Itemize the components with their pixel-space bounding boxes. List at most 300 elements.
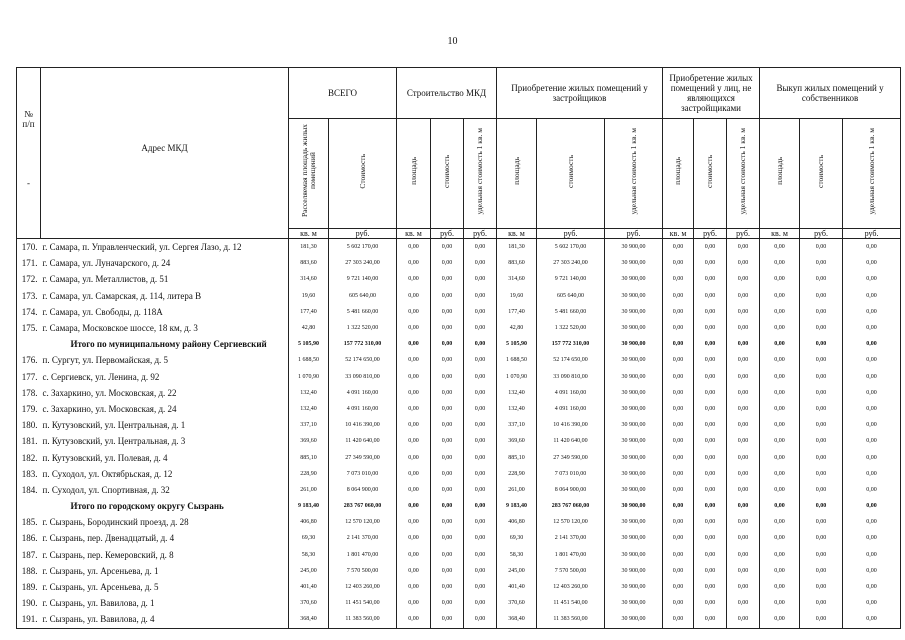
- value-cell: 0,00: [464, 255, 497, 271]
- value-cell: 0,00: [397, 482, 431, 498]
- value-cell: 0,00: [397, 255, 431, 271]
- value-cell: 0,00: [397, 466, 431, 482]
- value-cell: 0,00: [464, 433, 497, 449]
- value-cell: 0,00: [800, 271, 843, 287]
- value-cell: 177,40: [289, 304, 329, 320]
- num-header-dash: -: [27, 178, 30, 189]
- value-cell: 0,00: [843, 433, 901, 449]
- table-row: [17, 482, 901, 498]
- value-cell: 885,10: [289, 449, 329, 465]
- value-cell: 0,00: [800, 417, 843, 433]
- row-address: п. Сургут, ул. Первомайская, д. 5: [41, 352, 289, 368]
- value-cell: 30 900,00: [605, 547, 663, 563]
- row-address: г. Сызрань, ул. Вавилова, д. 1: [41, 595, 289, 611]
- total-label: Итого по муниципальному району Сергиевский: [41, 336, 289, 352]
- row-number: 184.: [17, 482, 41, 498]
- col-buyout-area: площадь: [760, 119, 800, 229]
- row-address: г. Самара, ул. Свободы, д. 118А: [41, 304, 289, 320]
- value-cell: 7 073 010,00: [329, 466, 397, 482]
- value-cell: 30 900,00: [605, 449, 663, 465]
- value-cell: 0,00: [663, 288, 694, 304]
- value-cell: 0,00: [397, 320, 431, 336]
- value-cell: 0,00: [843, 579, 901, 595]
- value-cell: 0,00: [760, 239, 800, 256]
- value-cell: 605 640,00: [537, 288, 605, 304]
- row-number: 177.: [17, 369, 41, 385]
- value-cell: 0,00: [760, 255, 800, 271]
- value-cell: 283 767 060,00: [329, 498, 397, 514]
- value-cell: 30 900,00: [605, 320, 663, 336]
- value-cell: 52 174 650,00: [537, 352, 605, 368]
- value-cell: 314,60: [497, 271, 537, 287]
- row-number: 175.: [17, 320, 41, 336]
- value-cell: 0,00: [694, 320, 727, 336]
- row-address: г. Сызрань, ул. Арсеньева, д. 5: [41, 579, 289, 595]
- row-number: [17, 498, 41, 514]
- value-cell: 0,00: [694, 595, 727, 611]
- value-cell: 0,00: [760, 563, 800, 579]
- row-number: 190.: [17, 595, 41, 611]
- value-cell: 27 349 590,00: [537, 449, 605, 465]
- value-cell: 181,30: [289, 239, 329, 256]
- value-cell: 0,00: [397, 239, 431, 256]
- value-cell: 0,00: [464, 288, 497, 304]
- value-cell: 0,00: [727, 482, 760, 498]
- value-cell: 30 900,00: [605, 385, 663, 401]
- table-row: [17, 563, 901, 579]
- value-cell: 0,00: [694, 336, 727, 352]
- table-row: [17, 255, 901, 271]
- value-cell: 369,60: [289, 433, 329, 449]
- value-cell: 401,40: [289, 579, 329, 595]
- value-cell: 5 481 660,00: [329, 304, 397, 320]
- unit-cell: руб.: [464, 229, 497, 239]
- value-cell: 0,00: [397, 433, 431, 449]
- unit-cell: руб.: [605, 229, 663, 239]
- row-address: г. Самара, п. Управленческий, ул. Сергея Лазо, д. 12: [41, 239, 289, 256]
- value-cell: 30 900,00: [605, 288, 663, 304]
- value-cell: 30 900,00: [605, 563, 663, 579]
- value-cell: 245,00: [289, 563, 329, 579]
- value-cell: 0,00: [431, 255, 464, 271]
- value-cell: 1 070,90: [289, 369, 329, 385]
- value-cell: 0,00: [760, 514, 800, 530]
- value-cell: 0,00: [843, 288, 901, 304]
- value-cell: 0,00: [727, 514, 760, 530]
- value-cell: 0,00: [727, 288, 760, 304]
- value-cell: 0,00: [694, 514, 727, 530]
- row-address: г. Самара, Московское шоссе, 18 км, д. 3: [41, 320, 289, 336]
- value-cell: 368,40: [289, 611, 329, 628]
- header-row-groups: [17, 68, 901, 119]
- value-cell: 0,00: [694, 417, 727, 433]
- value-cell: 0,00: [464, 449, 497, 465]
- value-cell: 10 416 390,00: [537, 417, 605, 433]
- row-number: 183.: [17, 466, 41, 482]
- value-cell: 30 900,00: [605, 304, 663, 320]
- value-cell: 0,00: [663, 530, 694, 546]
- row-address: п. Кутузовский, ул. Полевая, д. 4: [41, 449, 289, 465]
- value-cell: 0,00: [727, 369, 760, 385]
- row-number: 185.: [17, 514, 41, 530]
- value-cell: 30 900,00: [605, 336, 663, 352]
- col-nondeveloper-unit-cost: удельная стоимость 1 кв. м: [727, 119, 760, 229]
- value-cell: 0,00: [727, 255, 760, 271]
- row-address: с. Захаркино, ул. Московская, д. 22: [41, 385, 289, 401]
- row-number: 187.: [17, 547, 41, 563]
- row-address: г. Самара, ул. Луначарского, д. 24: [41, 255, 289, 271]
- value-cell: 0,00: [397, 595, 431, 611]
- row-number: 188.: [17, 563, 41, 579]
- value-cell: 0,00: [727, 466, 760, 482]
- table-row: [17, 320, 901, 336]
- value-cell: 0,00: [843, 595, 901, 611]
- value-cell: 9 721 140,00: [537, 271, 605, 287]
- value-cell: 0,00: [694, 239, 727, 256]
- value-cell: 0,00: [431, 579, 464, 595]
- value-cell: 0,00: [431, 401, 464, 417]
- value-cell: 0,00: [843, 320, 901, 336]
- value-cell: 0,00: [464, 514, 497, 530]
- row-number: 181.: [17, 433, 41, 449]
- value-cell: 0,00: [464, 417, 497, 433]
- unit-cell: кв. м: [663, 229, 694, 239]
- value-cell: 0,00: [760, 352, 800, 368]
- value-cell: 0,00: [694, 433, 727, 449]
- value-cell: 0,00: [843, 514, 901, 530]
- value-cell: 181,30: [497, 239, 537, 256]
- value-cell: 69,30: [289, 530, 329, 546]
- value-cell: 52 174 650,00: [329, 352, 397, 368]
- value-cell: 0,00: [843, 239, 901, 256]
- value-cell: 30 900,00: [605, 417, 663, 433]
- value-cell: 0,00: [760, 611, 800, 628]
- col-construction-unit-cost: удельная стоимость 1 кв. м: [464, 119, 497, 229]
- value-cell: 0,00: [663, 336, 694, 352]
- value-cell: 0,00: [397, 336, 431, 352]
- value-cell: 0,00: [431, 239, 464, 256]
- table-row: [17, 595, 901, 611]
- value-cell: 0,00: [694, 547, 727, 563]
- value-cell: 0,00: [800, 288, 843, 304]
- table-row: [17, 530, 901, 546]
- value-cell: 0,00: [800, 595, 843, 611]
- table-row: [17, 514, 901, 530]
- value-cell: 0,00: [800, 239, 843, 256]
- value-cell: 69,30: [497, 530, 537, 546]
- value-cell: 19,60: [289, 288, 329, 304]
- value-cell: 0,00: [464, 547, 497, 563]
- value-cell: 0,00: [694, 530, 727, 546]
- value-cell: 0,00: [431, 514, 464, 530]
- value-cell: 0,00: [464, 336, 497, 352]
- value-cell: 0,00: [431, 369, 464, 385]
- value-cell: 0,00: [464, 466, 497, 482]
- value-cell: 0,00: [760, 304, 800, 320]
- value-cell: 0,00: [727, 239, 760, 256]
- value-cell: 0,00: [727, 417, 760, 433]
- value-cell: 0,00: [800, 449, 843, 465]
- row-number: 171.: [17, 255, 41, 271]
- value-cell: 30 900,00: [605, 579, 663, 595]
- value-cell: 0,00: [663, 401, 694, 417]
- row-number: 191.: [17, 611, 41, 628]
- value-cell: 0,00: [727, 401, 760, 417]
- value-cell: 0,00: [843, 466, 901, 482]
- value-cell: 0,00: [464, 498, 497, 514]
- value-cell: 0,00: [727, 579, 760, 595]
- value-cell: 4 091 160,00: [537, 401, 605, 417]
- address-header-label: Адрес МКД: [141, 143, 188, 154]
- table-row: [17, 239, 901, 256]
- value-cell: 0,00: [464, 239, 497, 256]
- value-cell: 0,00: [843, 255, 901, 271]
- value-cell: 0,00: [800, 304, 843, 320]
- value-cell: 5 481 660,00: [537, 304, 605, 320]
- value-cell: 0,00: [727, 449, 760, 465]
- row-address: п. Суходол, ул. Спортивная, д. 32: [41, 482, 289, 498]
- value-cell: 0,00: [397, 352, 431, 368]
- table-row: [17, 547, 901, 563]
- value-cell: 30 900,00: [605, 255, 663, 271]
- housing-table: [16, 67, 901, 629]
- value-cell: 0,00: [464, 401, 497, 417]
- value-cell: 0,00: [760, 320, 800, 336]
- value-cell: 9 183,40: [497, 498, 537, 514]
- value-cell: 0,00: [431, 304, 464, 320]
- header-row-units: [17, 229, 901, 239]
- value-cell: 0,00: [663, 611, 694, 628]
- value-cell: 11 383 560,00: [537, 611, 605, 628]
- value-cell: 0,00: [663, 417, 694, 433]
- value-cell: 0,00: [843, 498, 901, 514]
- value-cell: 0,00: [397, 498, 431, 514]
- value-cell: 4 091 160,00: [329, 401, 397, 417]
- value-cell: 0,00: [464, 482, 497, 498]
- total-row: [17, 498, 901, 514]
- value-cell: 0,00: [727, 563, 760, 579]
- row-number: 178.: [17, 385, 41, 401]
- num-header: [17, 68, 41, 229]
- value-cell: 33 090 810,00: [329, 369, 397, 385]
- value-cell: 0,00: [431, 530, 464, 546]
- value-cell: 885,10: [497, 449, 537, 465]
- value-cell: 0,00: [464, 369, 497, 385]
- col-nondeveloper-area: площадь: [663, 119, 694, 229]
- table-row: [17, 271, 901, 287]
- value-cell: 0,00: [397, 530, 431, 546]
- value-cell: 1 070,90: [497, 369, 537, 385]
- value-cell: 0,00: [431, 482, 464, 498]
- value-cell: 0,00: [843, 369, 901, 385]
- value-cell: 0,00: [431, 320, 464, 336]
- value-cell: 0,00: [843, 482, 901, 498]
- value-cell: 0,00: [694, 579, 727, 595]
- value-cell: 0,00: [800, 611, 843, 628]
- value-cell: 0,00: [760, 369, 800, 385]
- value-cell: 0,00: [760, 271, 800, 287]
- value-cell: 27 349 590,00: [329, 449, 397, 465]
- table-row: [17, 417, 901, 433]
- value-cell: 0,00: [727, 611, 760, 628]
- value-cell: 58,30: [497, 547, 537, 563]
- row-address: г. Сызрань, ул. Вавилова, д. 4: [41, 611, 289, 628]
- value-cell: 0,00: [663, 466, 694, 482]
- value-cell: 30 900,00: [605, 433, 663, 449]
- value-cell: 11 451 540,00: [537, 595, 605, 611]
- value-cell: 11 451 540,00: [329, 595, 397, 611]
- value-cell: 1 688,50: [497, 352, 537, 368]
- row-address: г. Сызрань, пер. Двенадцатый, д. 4: [41, 530, 289, 546]
- value-cell: 11 420 640,00: [537, 433, 605, 449]
- table-row: [17, 369, 901, 385]
- value-cell: 8 064 900,00: [537, 482, 605, 498]
- value-cell: 883,60: [289, 255, 329, 271]
- col-developer-unit-cost: удельная стоимость 1 кв. м: [605, 119, 663, 229]
- table-row: [17, 304, 901, 320]
- value-cell: 0,00: [800, 433, 843, 449]
- row-address: г. Самара, ул. Самарская, д. 114, литера В: [41, 288, 289, 304]
- value-cell: 0,00: [397, 417, 431, 433]
- value-cell: 0,00: [464, 563, 497, 579]
- value-cell: 0,00: [843, 417, 901, 433]
- value-cell: 1 322 520,00: [329, 320, 397, 336]
- value-cell: 7 570 500,00: [329, 563, 397, 579]
- value-cell: 30 900,00: [605, 482, 663, 498]
- value-cell: 0,00: [464, 595, 497, 611]
- value-cell: 0,00: [663, 271, 694, 287]
- value-cell: 12 570 120,00: [329, 514, 397, 530]
- value-cell: 368,40: [497, 611, 537, 628]
- value-cell: 30 900,00: [605, 239, 663, 256]
- row-address: г. Самара, ул. Металлистов, д. 51: [41, 271, 289, 287]
- value-cell: 0,00: [843, 449, 901, 465]
- value-cell: 0,00: [760, 288, 800, 304]
- value-cell: 0,00: [727, 530, 760, 546]
- value-cell: 0,00: [843, 304, 901, 320]
- value-cell: 132,40: [289, 401, 329, 417]
- value-cell: 0,00: [843, 530, 901, 546]
- row-address: г. Сызрань, пер. Кемеровский, д. 8: [41, 547, 289, 563]
- value-cell: 0,00: [800, 320, 843, 336]
- value-cell: 0,00: [431, 433, 464, 449]
- table-row: [17, 385, 901, 401]
- value-cell: 0,00: [727, 595, 760, 611]
- row-number: 172.: [17, 271, 41, 287]
- value-cell: 0,00: [727, 385, 760, 401]
- value-cell: 0,00: [760, 449, 800, 465]
- value-cell: 0,00: [727, 433, 760, 449]
- group-construction: Строительство МКД: [397, 68, 497, 119]
- value-cell: 0,00: [800, 579, 843, 595]
- value-cell: 12 403 260,00: [537, 579, 605, 595]
- value-cell: 0,00: [760, 595, 800, 611]
- row-number: 176.: [17, 352, 41, 368]
- value-cell: 0,00: [397, 563, 431, 579]
- value-cell: 30 900,00: [605, 369, 663, 385]
- value-cell: 30 900,00: [605, 352, 663, 368]
- row-address: п. Кутузовский, ул. Центральная, д. 1: [41, 417, 289, 433]
- value-cell: 406,80: [497, 514, 537, 530]
- value-cell: 0,00: [431, 271, 464, 287]
- value-cell: 337,10: [497, 417, 537, 433]
- group-nondeveloper-purchase: Приобретение жилых помещений у лиц, не являющихся застройщиками: [663, 68, 760, 119]
- value-cell: 261,00: [289, 482, 329, 498]
- col-developer-area: площадь: [497, 119, 537, 229]
- value-cell: 8 064 900,00: [329, 482, 397, 498]
- value-cell: 7 073 010,00: [537, 466, 605, 482]
- value-cell: 0,00: [431, 547, 464, 563]
- value-cell: 0,00: [663, 369, 694, 385]
- value-cell: 0,00: [843, 611, 901, 628]
- value-cell: 0,00: [694, 385, 727, 401]
- value-cell: 605 640,00: [329, 288, 397, 304]
- col-total-cost: Стоимость: [329, 119, 397, 229]
- value-cell: 0,00: [397, 288, 431, 304]
- value-cell: 0,00: [694, 255, 727, 271]
- table-row: [17, 352, 901, 368]
- value-cell: 0,00: [843, 352, 901, 368]
- value-cell: 370,60: [497, 595, 537, 611]
- value-cell: 42,80: [497, 320, 537, 336]
- value-cell: 0,00: [800, 369, 843, 385]
- value-cell: 5 105,90: [497, 336, 537, 352]
- row-number: [17, 336, 41, 352]
- value-cell: 0,00: [760, 466, 800, 482]
- value-cell: 0,00: [843, 401, 901, 417]
- value-cell: 0,00: [800, 482, 843, 498]
- value-cell: 0,00: [694, 563, 727, 579]
- row-address: г. Сызрань, Бородинский проезд, д. 28: [41, 514, 289, 530]
- row-number: 179.: [17, 401, 41, 417]
- value-cell: 0,00: [464, 352, 497, 368]
- value-cell: 0,00: [843, 336, 901, 352]
- col-construction-area: площадь: [397, 119, 431, 229]
- value-cell: 0,00: [464, 271, 497, 287]
- value-cell: 0,00: [843, 547, 901, 563]
- value-cell: 283 767 060,00: [537, 498, 605, 514]
- value-cell: 0,00: [663, 547, 694, 563]
- value-cell: 0,00: [800, 514, 843, 530]
- value-cell: 0,00: [727, 271, 760, 287]
- value-cell: 10 416 390,00: [329, 417, 397, 433]
- value-cell: 11 383 560,00: [329, 611, 397, 628]
- value-cell: 0,00: [760, 482, 800, 498]
- value-cell: 314,60: [289, 271, 329, 287]
- group-total: ВСЕГО: [289, 68, 397, 119]
- value-cell: 0,00: [760, 385, 800, 401]
- group-developer-purchase: Приобретение жилых помещений у застройщиков: [497, 68, 663, 119]
- num-header-label: № п/п: [22, 109, 35, 130]
- value-cell: 0,00: [397, 579, 431, 595]
- value-cell: 0,00: [431, 563, 464, 579]
- value-cell: 0,00: [464, 304, 497, 320]
- value-cell: 0,00: [663, 514, 694, 530]
- value-cell: 7 570 500,00: [537, 563, 605, 579]
- value-cell: 0,00: [431, 352, 464, 368]
- address-header-bottom: [41, 229, 289, 239]
- value-cell: 0,00: [397, 449, 431, 465]
- value-cell: 0,00: [397, 385, 431, 401]
- value-cell: 157 772 310,00: [537, 336, 605, 352]
- row-number: 174.: [17, 304, 41, 320]
- value-cell: 0,00: [727, 352, 760, 368]
- unit-cell: кв. м: [397, 229, 431, 239]
- value-cell: 12 403 260,00: [329, 579, 397, 595]
- value-cell: 27 303 240,00: [537, 255, 605, 271]
- value-cell: 401,40: [497, 579, 537, 595]
- unit-cell: руб.: [329, 229, 397, 239]
